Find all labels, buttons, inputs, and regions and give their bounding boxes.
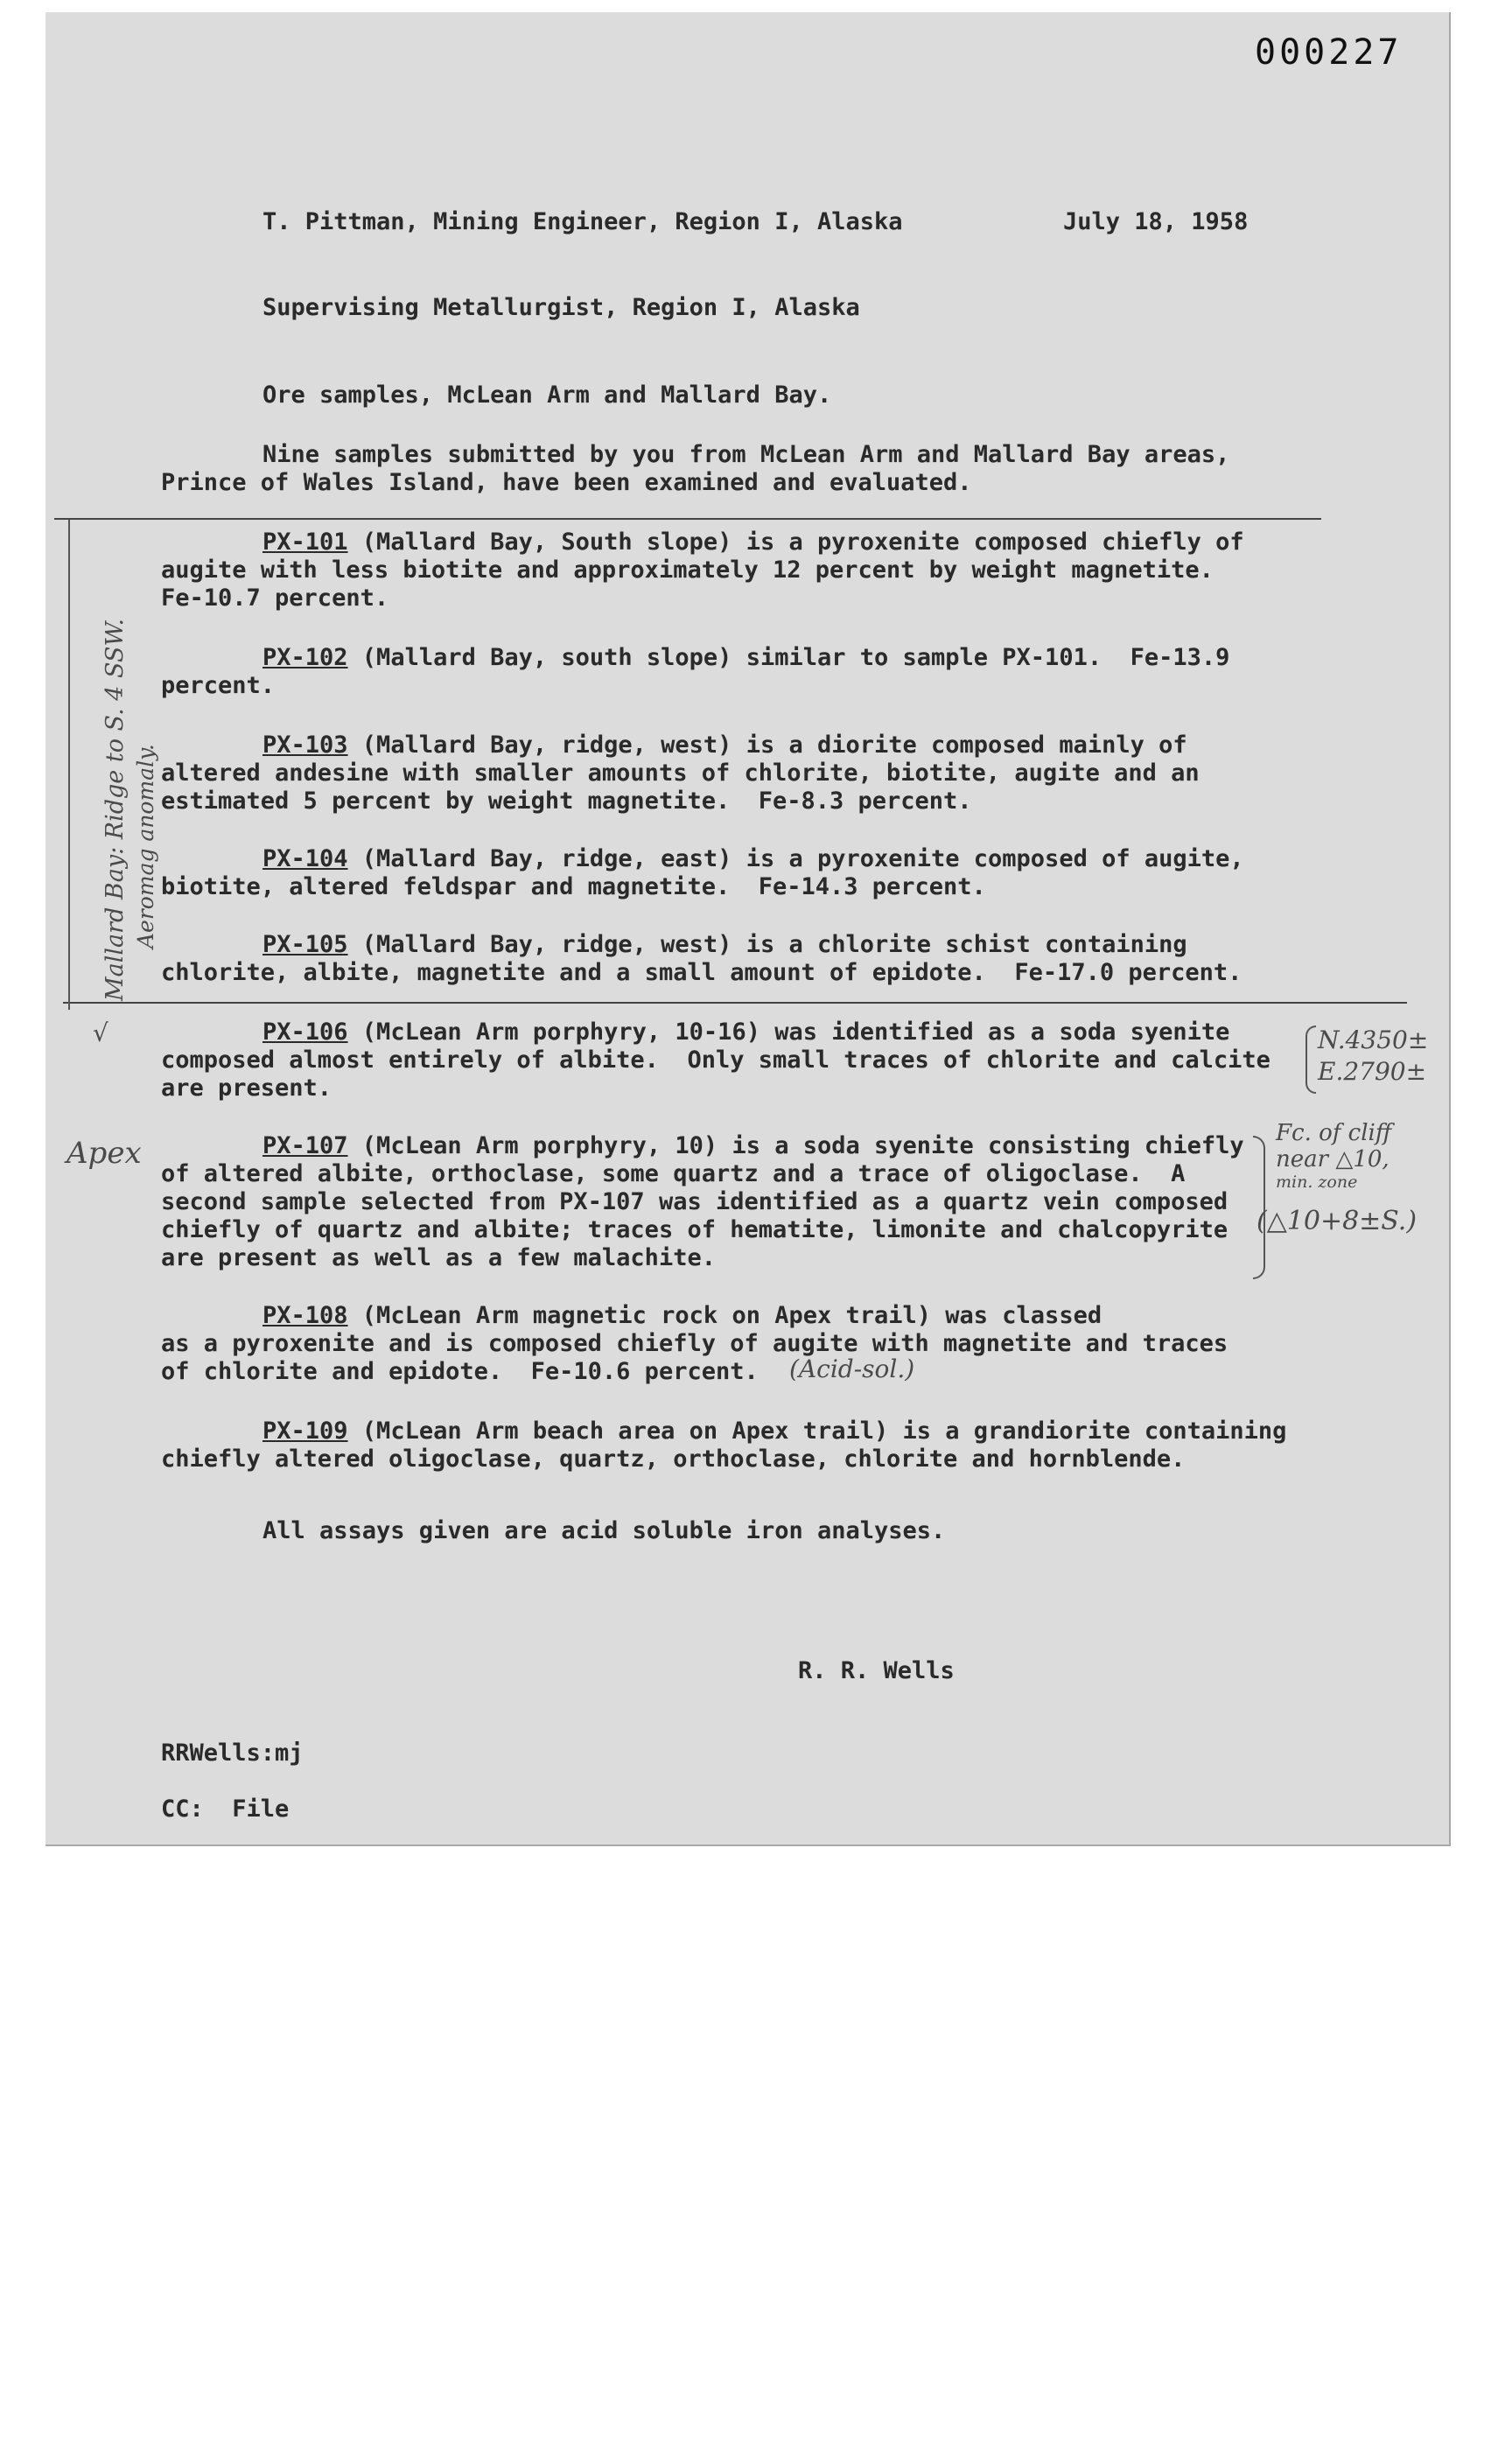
intro-line: Prince of Wales Island, have been examined and evaluated. <box>161 469 972 496</box>
handwritten-note: near △10, <box>1276 1146 1390 1172</box>
handwritten-margin-note: Mallard Bay: Ridge to S. 4 SSW. <box>102 618 129 1001</box>
sample-line: are present. <box>161 1074 332 1102</box>
sample-id: PX-101 <box>262 528 348 556</box>
sample-line: PX-103 (Mallard Bay, ridge, west) is a diorite composed mainly of <box>262 732 1187 759</box>
signature: R. R. Wells <box>798 1657 955 1684</box>
margin-rule-top <box>54 518 1321 520</box>
sample-line: PX-102 (Mallard Bay, south slope) similar to sample PX-101. Fe-13.9 <box>262 644 1230 671</box>
intro-line: Nine samples submitted by you from McLean Arm and Mallard Bay areas, <box>262 441 1230 468</box>
sample-line: PX-108 (McLean Arm magnetic rock on Apex trail) was classed <box>262 1302 1102 1329</box>
handwritten-brace <box>1306 1026 1316 1094</box>
sample-line: altered andesine with smaller amounts of chlorite, biotite, augite and an <box>161 760 1200 787</box>
sample-id: PX-103 <box>262 732 348 759</box>
sample-line: are present as well as a few malachite. <box>161 1244 716 1271</box>
closing-statement: All assays given are acid soluble iron analyses. <box>262 1517 946 1544</box>
sample-line: biotite, altered feldspar and magnetite. Fe-14.3 percent. <box>161 873 986 900</box>
margin-rule-left <box>68 520 70 1010</box>
document-page <box>46 12 1451 1846</box>
sample-line: augite with less biotite and approximately 12 percent by weight magnetite. <box>161 556 1214 584</box>
sample-line: composed almost entirely of albite. Only small traces of chlorite and calcite <box>161 1046 1270 1074</box>
handwritten-coordinates: N.4350± <box>1318 1026 1429 1054</box>
document-number: 000227 <box>1255 32 1403 73</box>
sample-id: PX-109 <box>262 1418 348 1445</box>
margin-rule-bottom <box>63 1002 1407 1004</box>
sample-line: estimated 5 percent by weight magnetite. Fe-8.3 percent. <box>161 788 972 815</box>
memo-subject: Ore samples, McLean Arm and Mallard Bay. <box>262 382 832 409</box>
handwritten-note: Fc. of cliff <box>1276 1120 1392 1146</box>
sample-id: PX-102 <box>262 644 348 671</box>
sample-line: chiefly of quartz and albite; traces of hematite, limonite and chalcopyrite <box>161 1216 1228 1243</box>
sample-id: PX-108 <box>262 1302 348 1329</box>
memo-to: Supervising Metallurgist, Region I, Alaska <box>262 294 860 321</box>
sample-line: second sample selected from PX-107 was identified as a quartz vein composed <box>161 1188 1228 1215</box>
sample-line: PX-101 (Mallard Bay, South slope) is a pyroxenite composed chiefly of <box>262 528 1244 556</box>
sample-line: PX-104 (Mallard Bay, ridge, east) is a pyroxenite composed of augite, <box>262 845 1244 872</box>
sample-line: PX-106 (McLean Arm porphyry, 10-16) was identified as a soda syenite <box>262 1018 1230 1046</box>
carbon-copy: CC: File <box>161 1796 290 1823</box>
memo-date: July 18, 1958 <box>1063 208 1249 235</box>
sample-id: PX-107 <box>262 1132 348 1159</box>
sample-line: PX-105 (Mallard Bay, ridge, west) is a chlorite schist containing <box>262 931 1187 958</box>
handwritten-check-mark: √ <box>93 1018 108 1047</box>
sample-line: percent. <box>161 672 276 699</box>
sample-line: as a pyroxenite and is composed chiefly of augite with magnetite and traces <box>161 1330 1228 1357</box>
sample-id: PX-104 <box>262 845 348 872</box>
handwritten-coordinates: E.2790± <box>1318 1057 1427 1086</box>
sample-id: PX-105 <box>262 931 348 958</box>
handwritten-apex-note: Apex <box>66 1136 142 1171</box>
sample-line: PX-107 (McLean Arm porphyry, 10) is a soda syenite consisting chiefly <box>262 1132 1244 1159</box>
handwritten-note: min. zone <box>1276 1172 1358 1192</box>
handwritten-note: (△10+8±S.) <box>1256 1206 1418 1236</box>
handwritten-margin-note: Aeromag anomaly. <box>133 744 158 948</box>
memo-from: T. Pittman, Mining Engineer, Region I, Alaska <box>262 208 903 235</box>
typist-initials: RRWells:mj <box>161 1740 304 1767</box>
sample-line: Fe-10.7 percent. <box>161 584 389 612</box>
sample-line: of altered albite, orthoclase, some quartz and a trace of oligoclase. A <box>161 1160 1186 1187</box>
handwritten-acid-soluble-note: (Acid-sol.) <box>789 1354 915 1383</box>
sample-line: chlorite, albite, magnetite and a small amount of epidote. Fe-17.0 percent. <box>161 959 1242 986</box>
sample-line: chiefly altered oligoclase, quartz, orthoclase, chlorite and hornblende. <box>161 1446 1186 1473</box>
sample-line: PX-109 (McLean Arm beach area on Apex trail) is a grandiorite containing <box>262 1418 1287 1445</box>
sample-id: PX-106 <box>262 1018 348 1046</box>
sample-line: of chlorite and epidote. Fe-10.6 percent. <box>161 1358 759 1385</box>
